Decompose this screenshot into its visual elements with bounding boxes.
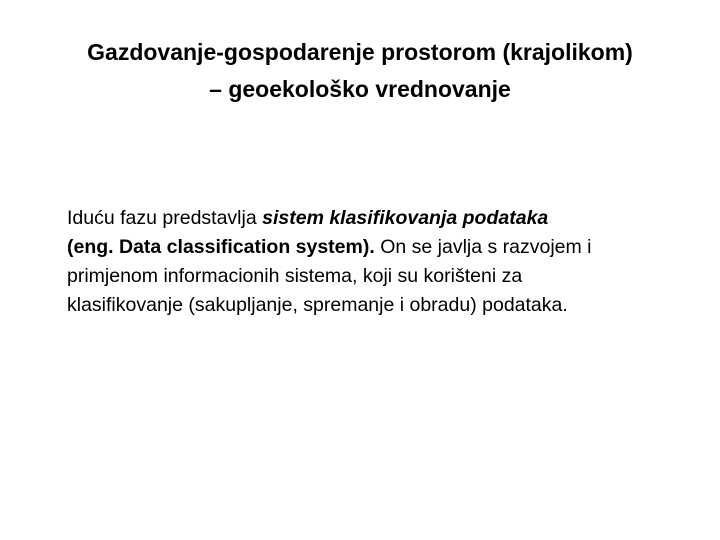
body-line-3: primjenom informacionih sistema, koji su korišteni za — [67, 265, 523, 287]
body-line-1-prefix: Iduću fazu predstavlja — [67, 207, 263, 229]
slide-body — [67, 204, 707, 320]
body-line-2 — [67, 233, 707, 262]
body-english-term: (eng. Data classification system). — [67, 236, 375, 258]
body-emphasis-term: sistem klasifikovanja podataka — [262, 207, 549, 229]
title-line-2: – geoekološko vrednovanje — [209, 76, 511, 102]
title-line-1: Gazdovanje-gospodarenje prostorom (krajolikom) — [87, 39, 633, 65]
slide-title — [30, 34, 690, 108]
body-line-4: klasifikovanje (sakupljanje, spremanje i obradu) podataka. — [67, 294, 568, 316]
body-line-2-rest: On se javlja s razvojem i — [374, 236, 592, 258]
body-line-1 — [67, 204, 707, 233]
